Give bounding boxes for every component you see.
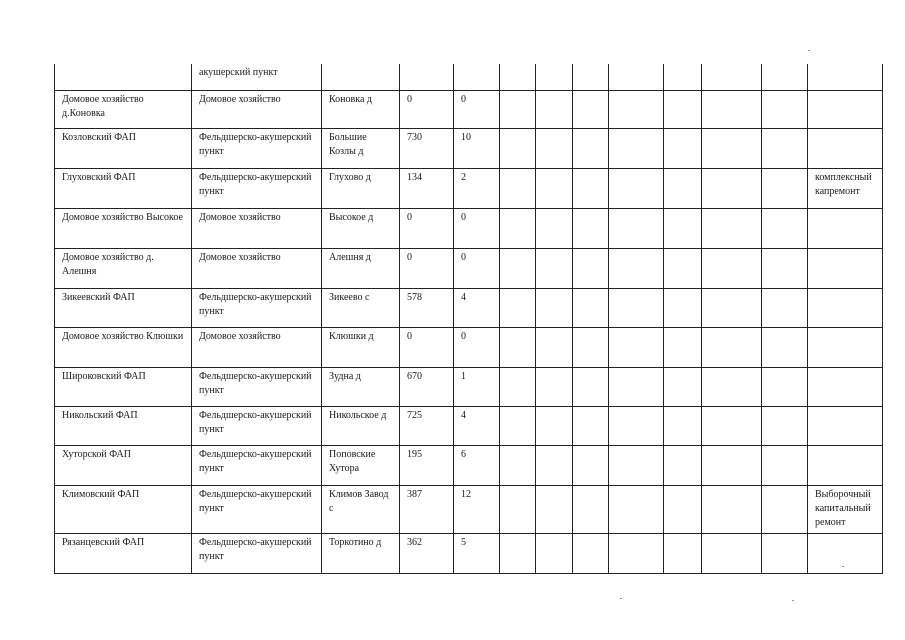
- empty-cell: [536, 288, 573, 327]
- facility-name-cell: Рязанцевский ФАП: [55, 533, 192, 573]
- locality-cell: Торкотино д: [322, 533, 400, 573]
- empty-cell: [536, 128, 573, 168]
- notes-cell: комплексный капремонт: [808, 168, 883, 208]
- empty-cell: [573, 445, 609, 485]
- empty-cell: [573, 128, 609, 168]
- scan-speck: [808, 50, 810, 51]
- empty-cell: [664, 168, 702, 208]
- empty-cell: [762, 248, 808, 288]
- empty-cell: [609, 406, 664, 445]
- empty-cell: [664, 248, 702, 288]
- empty-cell: [500, 406, 536, 445]
- population-cell: 0: [400, 90, 454, 128]
- empty-cell: [762, 367, 808, 406]
- notes-cell: [808, 445, 883, 485]
- facility-name-cell: Домовое хозяйство д. Алешня: [55, 248, 192, 288]
- empty-cell: [573, 288, 609, 327]
- empty-cell: [664, 445, 702, 485]
- empty-cell: [500, 128, 536, 168]
- empty-cell: [762, 533, 808, 573]
- empty-cell: [573, 168, 609, 208]
- empty-cell: [762, 168, 808, 208]
- empty-cell: [500, 533, 536, 573]
- facility-name-cell: Климовский ФАП: [55, 485, 192, 533]
- empty-cell: [609, 485, 664, 533]
- table-row: [55, 248, 883, 288]
- empty-cell: [609, 327, 664, 367]
- empty-cell: [573, 208, 609, 248]
- empty-cell: [536, 90, 573, 128]
- empty-cell: [609, 168, 664, 208]
- empty-cell: [609, 208, 664, 248]
- empty-cell: [573, 248, 609, 288]
- scan-speck: [792, 600, 794, 601]
- empty-cell: [609, 367, 664, 406]
- locality-cell: Зикеево с: [322, 288, 400, 327]
- facility-name-cell: Глуховский ФАП: [55, 168, 192, 208]
- empty-cell: [664, 288, 702, 327]
- notes-cell: [808, 406, 883, 445]
- facility-type-cell: акушерский пункт: [192, 64, 322, 90]
- population-cell: 0: [400, 208, 454, 248]
- empty-cell: [536, 168, 573, 208]
- table-row: [55, 208, 883, 248]
- empty-cell: [702, 208, 762, 248]
- empty-cell: [664, 64, 702, 90]
- locality-cell: Зудна д: [322, 367, 400, 406]
- empty-cell: [573, 90, 609, 128]
- table-row: [55, 533, 883, 573]
- facility-type-cell: Домовое хозяйство: [192, 248, 322, 288]
- facility-name-cell: Зикеевский ФАП: [55, 288, 192, 327]
- empty-cell: [536, 445, 573, 485]
- empty-cell: [702, 445, 762, 485]
- empty-cell: [536, 327, 573, 367]
- count-cell: 2: [454, 168, 500, 208]
- notes-cell: [808, 367, 883, 406]
- empty-cell: [573, 327, 609, 367]
- empty-cell: [573, 406, 609, 445]
- count-cell: 4: [454, 406, 500, 445]
- population-cell: 387: [400, 485, 454, 533]
- empty-cell: [500, 485, 536, 533]
- empty-cell: [702, 485, 762, 533]
- locality-cell: Коновка д: [322, 90, 400, 128]
- facilities-table: [54, 64, 883, 574]
- empty-cell: [573, 485, 609, 533]
- empty-cell: [500, 327, 536, 367]
- facility-name-cell: Никольский ФАП: [55, 406, 192, 445]
- empty-cell: [664, 327, 702, 367]
- empty-cell: [762, 288, 808, 327]
- facility-type-cell: Фельдшерско-акушерский пункт: [192, 406, 322, 445]
- empty-cell: [702, 128, 762, 168]
- empty-cell: [762, 128, 808, 168]
- empty-cell: [500, 64, 536, 90]
- notes-cell: [808, 90, 883, 128]
- empty-cell: [702, 533, 762, 573]
- population-cell: [400, 64, 454, 90]
- population-cell: 362: [400, 533, 454, 573]
- table-row: [55, 288, 883, 327]
- scan-speck: [620, 598, 622, 599]
- table-row: [55, 168, 883, 208]
- facility-name-cell: Широковский ФАП: [55, 367, 192, 406]
- facility-type-cell: Фельдшерско-акушерский пункт: [192, 485, 322, 533]
- empty-cell: [609, 533, 664, 573]
- count-cell: 0: [454, 327, 500, 367]
- empty-cell: [536, 533, 573, 573]
- facility-type-cell: Домовое хозяйство: [192, 90, 322, 128]
- notes-cell: Выборочный капитальный ремонт: [808, 485, 883, 533]
- empty-cell: [536, 208, 573, 248]
- empty-cell: [664, 128, 702, 168]
- empty-cell: [536, 406, 573, 445]
- empty-cell: [702, 406, 762, 445]
- empty-cell: [702, 168, 762, 208]
- empty-cell: [702, 248, 762, 288]
- table-row: [55, 327, 883, 367]
- locality-cell: Высокое д: [322, 208, 400, 248]
- count-cell: 0: [454, 248, 500, 288]
- notes-cell: [808, 288, 883, 327]
- empty-cell: [536, 485, 573, 533]
- locality-cell: Глухово д: [322, 168, 400, 208]
- empty-cell: [702, 64, 762, 90]
- empty-cell: [762, 485, 808, 533]
- empty-cell: [609, 445, 664, 485]
- population-cell: 730: [400, 128, 454, 168]
- facility-name-cell: [55, 64, 192, 90]
- count-cell: 10: [454, 128, 500, 168]
- locality-cell: Большие Козлы д: [322, 128, 400, 168]
- empty-cell: [702, 90, 762, 128]
- population-cell: 195: [400, 445, 454, 485]
- facility-name-cell: Домовое хозяйство д.Коновка: [55, 90, 192, 128]
- facility-type-cell: Фельдшерско-акушерский пункт: [192, 367, 322, 406]
- empty-cell: [609, 248, 664, 288]
- empty-cell: [664, 90, 702, 128]
- empty-cell: [536, 64, 573, 90]
- table-row: [55, 485, 883, 533]
- table-row: [55, 64, 883, 90]
- count-cell: 0: [454, 90, 500, 128]
- facility-name-cell: Козловский ФАП: [55, 128, 192, 168]
- empty-cell: [609, 288, 664, 327]
- population-cell: 134: [400, 168, 454, 208]
- empty-cell: [702, 288, 762, 327]
- empty-cell: [664, 208, 702, 248]
- notes-cell: [808, 64, 883, 90]
- facility-type-cell: Фельдшерско-акушерский пункт: [192, 128, 322, 168]
- count-cell: 1: [454, 367, 500, 406]
- empty-cell: [536, 248, 573, 288]
- empty-cell: [609, 90, 664, 128]
- notes-cell: [808, 208, 883, 248]
- count-cell: [454, 64, 500, 90]
- notes-cell: [808, 327, 883, 367]
- facility-type-cell: Домовое хозяйство: [192, 327, 322, 367]
- count-cell: 4: [454, 288, 500, 327]
- locality-cell: Никольское д: [322, 406, 400, 445]
- notes-cell: [808, 533, 883, 573]
- empty-cell: [500, 367, 536, 406]
- empty-cell: [762, 406, 808, 445]
- notes-cell: [808, 248, 883, 288]
- facility-name-cell: Домовое хозяйство Клюшки: [55, 327, 192, 367]
- facility-type-cell: Фельдшерско-акушерский пункт: [192, 168, 322, 208]
- empty-cell: [702, 327, 762, 367]
- empty-cell: [500, 168, 536, 208]
- empty-cell: [762, 445, 808, 485]
- facility-type-cell: Фельдшерско-акушерский пункт: [192, 288, 322, 327]
- empty-cell: [664, 533, 702, 573]
- facility-type-cell: Фельдшерско-акушерский пункт: [192, 445, 322, 485]
- empty-cell: [664, 406, 702, 445]
- table-row: [55, 445, 883, 485]
- empty-cell: [609, 64, 664, 90]
- facility-type-cell: Фельдшерско-акушерский пункт: [192, 533, 322, 573]
- empty-cell: [573, 64, 609, 90]
- empty-cell: [500, 248, 536, 288]
- empty-cell: [500, 208, 536, 248]
- empty-cell: [500, 90, 536, 128]
- facility-type-cell: Домовое хозяйство: [192, 208, 322, 248]
- empty-cell: [762, 327, 808, 367]
- empty-cell: [536, 367, 573, 406]
- locality-cell: Алешня д: [322, 248, 400, 288]
- population-cell: 0: [400, 327, 454, 367]
- table-body: [55, 64, 883, 573]
- empty-cell: [500, 445, 536, 485]
- table-row: [55, 406, 883, 445]
- scan-speck: [842, 566, 844, 567]
- table-row: [55, 90, 883, 128]
- empty-cell: [762, 90, 808, 128]
- locality-cell: Клюшки д: [322, 327, 400, 367]
- count-cell: 5: [454, 533, 500, 573]
- empty-cell: [664, 485, 702, 533]
- population-cell: 0: [400, 248, 454, 288]
- notes-cell: [808, 128, 883, 168]
- empty-cell: [762, 64, 808, 90]
- empty-cell: [500, 288, 536, 327]
- facility-name-cell: Домовое хозяйство Высокое: [55, 208, 192, 248]
- empty-cell: [762, 208, 808, 248]
- empty-cell: [609, 128, 664, 168]
- population-cell: 578: [400, 288, 454, 327]
- count-cell: 6: [454, 445, 500, 485]
- population-cell: 670: [400, 367, 454, 406]
- table-row: [55, 367, 883, 406]
- count-cell: 0: [454, 208, 500, 248]
- locality-cell: Поповские Хутора: [322, 445, 400, 485]
- empty-cell: [573, 533, 609, 573]
- locality-cell: [322, 64, 400, 90]
- empty-cell: [664, 367, 702, 406]
- table-row: [55, 128, 883, 168]
- population-cell: 725: [400, 406, 454, 445]
- count-cell: 12: [454, 485, 500, 533]
- locality-cell: Климов Завод с: [322, 485, 400, 533]
- empty-cell: [702, 367, 762, 406]
- empty-cell: [573, 367, 609, 406]
- facility-name-cell: Хуторской ФАП: [55, 445, 192, 485]
